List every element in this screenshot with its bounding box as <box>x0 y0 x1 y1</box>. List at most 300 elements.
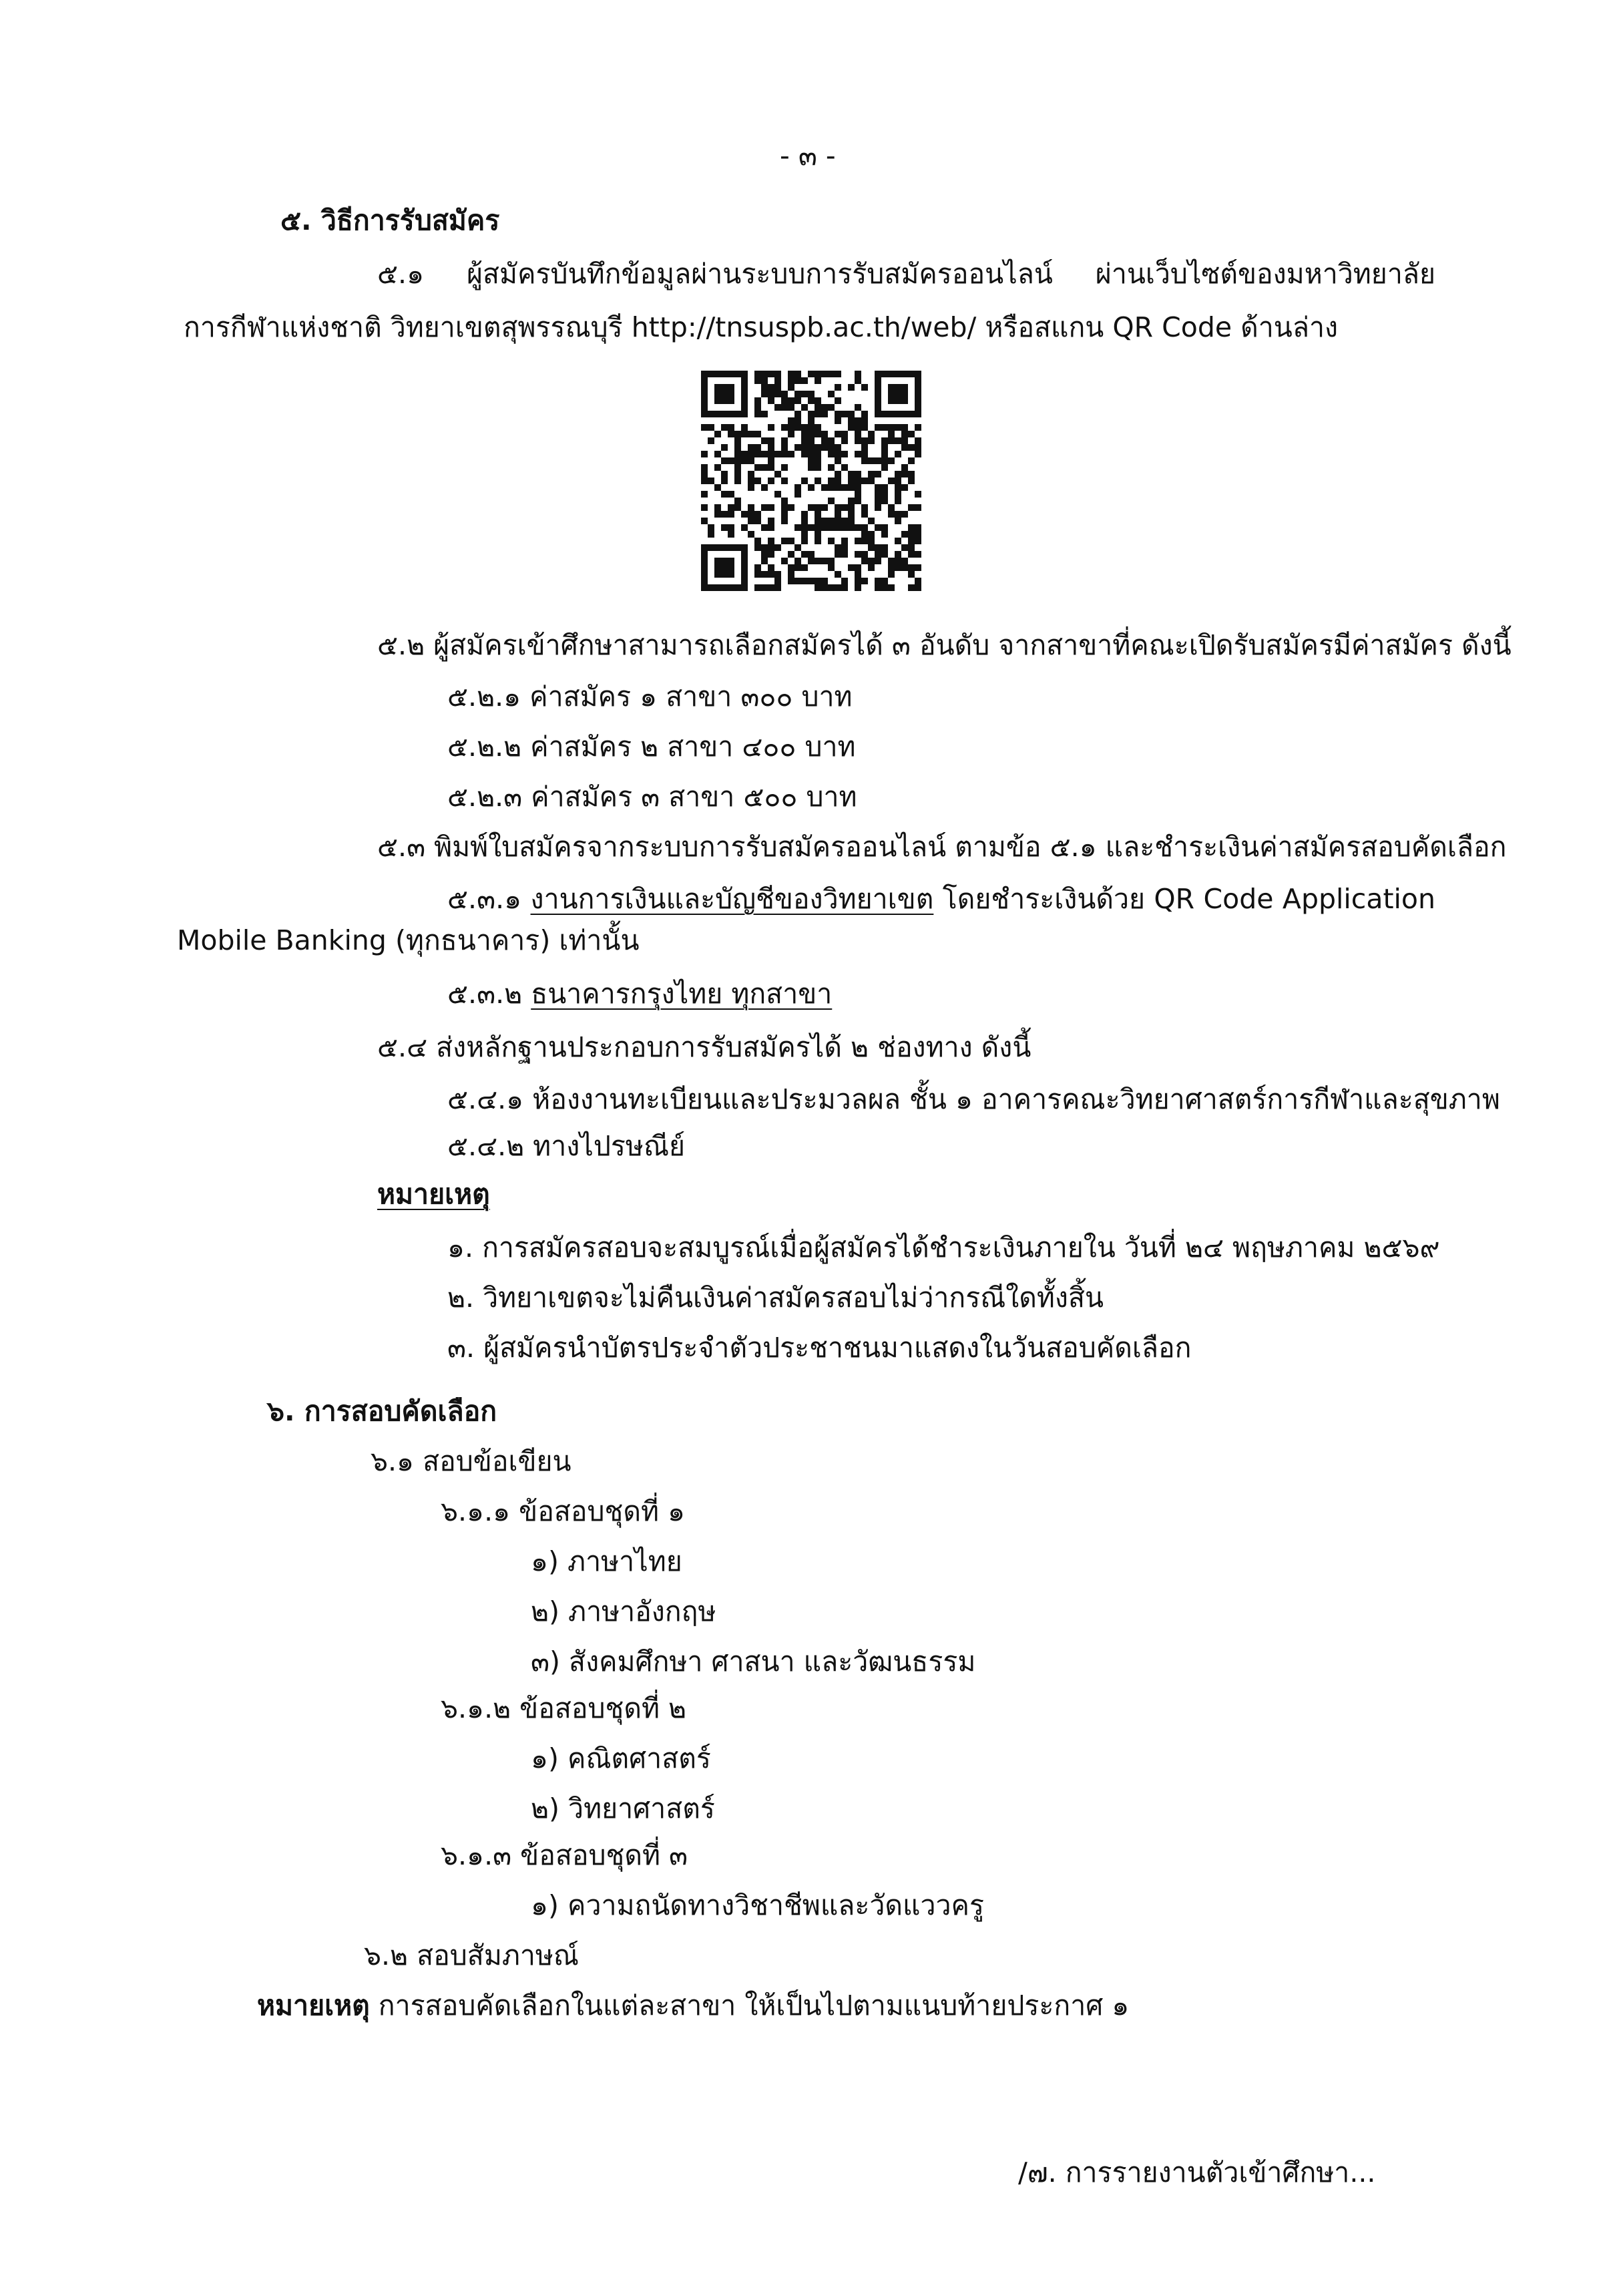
qr-module <box>881 424 888 431</box>
qr-module <box>788 578 794 584</box>
qr-module <box>741 384 748 391</box>
qr-module <box>768 424 774 431</box>
paragraph-5-2: ๕.๒ ผู้สมัครเข้าศึกษาสามารถเลือกสมัครได้ ๓ อันดับ จากสาขาที่คณะเปิดรับสมัครมีค่าสมัคร ดังนี้ <box>377 629 1512 661</box>
paragraph-6-1-3: ๖.๑.๓ ข้อสอบชุดที่ ๓ <box>441 1839 688 1871</box>
qr-module <box>768 371 774 377</box>
qr-module <box>781 404 788 411</box>
qr-module <box>768 477 774 484</box>
qr-module <box>915 504 921 511</box>
qr-module <box>855 551 861 558</box>
qr-module <box>881 457 888 464</box>
qr-module <box>721 477 728 484</box>
qr-payment-text: โดยชำระเงินด้วย QR Code Application <box>933 883 1435 915</box>
krungthai-bank-text: ธนาคารกรุงไทย ทุกสาขา <box>531 978 833 1010</box>
qr-module <box>714 384 721 391</box>
qr-module <box>714 558 721 564</box>
qr-module <box>754 404 761 411</box>
qr-module <box>714 411 721 417</box>
qr-module <box>848 518 855 524</box>
qr-module <box>881 491 888 498</box>
qr-module <box>754 464 761 471</box>
qr-module <box>915 424 921 431</box>
qr-module <box>721 558 728 564</box>
qr-module <box>821 371 828 377</box>
paragraph-5-4-2: ๕.๔.๒ ทางไปรษณีย์ <box>447 1130 686 1162</box>
qr-module <box>861 551 868 558</box>
qr-module <box>708 544 714 551</box>
qr-module <box>881 444 888 451</box>
qr-module <box>801 431 808 437</box>
qr-module <box>848 504 855 511</box>
qr-module <box>754 411 761 417</box>
qr-module <box>815 444 821 451</box>
paragraph-5-1-line-2: การกีฬาแห่งชาติ วิทยาเขตสุพรรณบุรี http://tnsuspb.ac.th/web/ หรือสแกน QR Code ด้านล่าง <box>184 311 1338 343</box>
paragraph-6-1: ๖.๑ สอบข้อเขียน <box>371 1445 571 1477</box>
qr-module <box>821 444 828 451</box>
qr-module <box>855 564 861 571</box>
qr-module <box>835 444 841 451</box>
qr-module <box>861 424 868 431</box>
qr-module <box>734 584 741 591</box>
qr-module <box>841 411 848 417</box>
qr-module <box>734 544 741 551</box>
qr-module <box>901 531 908 538</box>
qr-module <box>835 544 841 551</box>
qr-module <box>855 584 861 591</box>
qr-module <box>768 464 774 471</box>
qr-module <box>701 491 708 498</box>
qr-module <box>848 511 855 518</box>
qr-module <box>754 564 761 571</box>
qr-module <box>888 564 895 571</box>
qr-module <box>915 531 921 538</box>
qr-module <box>815 584 821 591</box>
qr-module <box>801 531 808 538</box>
qr-module <box>908 444 915 451</box>
qr-module <box>734 451 741 457</box>
qr-module <box>701 551 708 558</box>
qr-module <box>908 571 915 578</box>
qr-module <box>781 558 788 564</box>
paragraph-5-4: ๕.๔ ส่งหลักฐานประกอบการรับสมัครได้ ๒ ช่องทาง ดังนี้ <box>377 1031 1031 1063</box>
qr-module <box>841 584 848 591</box>
qr-module <box>855 451 861 457</box>
qr-module <box>794 491 801 498</box>
qr-module <box>861 451 868 457</box>
qr-module <box>895 471 901 477</box>
qr-module <box>761 411 768 417</box>
paragraph-5-3-1-number: ๕.๓.๑ <box>447 883 522 915</box>
qr-module <box>848 424 855 431</box>
qr-module <box>788 417 794 424</box>
qr-module <box>888 558 895 564</box>
qr-module <box>714 511 721 518</box>
qr-module <box>741 564 748 571</box>
qr-module <box>801 538 808 544</box>
qr-module <box>875 424 881 431</box>
qr-module <box>915 411 921 417</box>
qr-module <box>768 437 774 444</box>
qr-module <box>728 411 734 417</box>
qr-module <box>835 504 841 511</box>
qr-module <box>728 371 734 377</box>
qr-module <box>888 431 895 437</box>
qr-module <box>868 538 875 544</box>
qr-module <box>788 371 794 377</box>
qr-module <box>721 397 728 404</box>
qr-module <box>781 518 788 524</box>
qr-module <box>801 578 808 584</box>
qr-module <box>895 477 901 484</box>
paragraph-5-3-1-line-2: Mobile Banking (ทุกธนาคาร) เท่านั้น <box>177 924 640 956</box>
qr-module <box>848 564 855 571</box>
paragraph-5-1-line-1: ๕.๑ ผู้สมัครบันทึกข้อมูลผ่านระบบการรับสมัครออนไลน์ ผ่านเว็บไซต์ของมหาวิทยาลัย <box>377 258 1435 290</box>
qr-module <box>714 544 721 551</box>
qr-module <box>848 384 855 391</box>
qr-module <box>741 558 748 564</box>
qr-module <box>721 584 728 591</box>
qr-module <box>835 518 841 524</box>
qr-module <box>708 411 714 417</box>
qr-module <box>788 424 794 431</box>
qr-module <box>828 558 835 564</box>
qr-module <box>808 484 815 491</box>
qr-module <box>875 544 881 551</box>
qr-module <box>754 538 761 544</box>
section-6-note-text: การสอบคัดเลือกในแต่ละสาขา ให้เป็นไปตามแนบท้ายประกาศ ๑ <box>369 1989 1130 2022</box>
qr-module <box>801 524 808 531</box>
qr-module <box>881 498 888 504</box>
qr-module <box>881 531 888 538</box>
qr-module <box>895 371 901 377</box>
qr-module <box>875 524 881 531</box>
qr-module <box>828 524 835 531</box>
qr-module <box>881 551 888 558</box>
qr-module <box>728 524 734 531</box>
qr-module <box>781 451 788 457</box>
qr-module <box>754 584 761 591</box>
qr-module <box>861 477 868 484</box>
qr-module <box>835 484 841 491</box>
qr-module <box>734 477 741 484</box>
qr-module <box>875 504 881 511</box>
qr-module <box>701 471 708 477</box>
qr-module <box>734 498 741 504</box>
qr-module <box>908 371 915 377</box>
qr-module <box>861 457 868 464</box>
section-5-heading: ๕. วิธีการรับสมัคร <box>280 204 500 236</box>
qr-module <box>808 444 815 451</box>
qr-module <box>868 518 875 524</box>
qr-code-image[interactable] <box>701 371 921 591</box>
qr-module <box>728 584 734 591</box>
qr-module <box>774 471 781 477</box>
paragraph-6-1-1-item-2: ๒) ภาษาอังกฤษ <box>531 1595 716 1628</box>
qr-module <box>828 484 835 491</box>
qr-module <box>774 491 781 498</box>
qr-module <box>714 504 721 511</box>
qr-module <box>748 451 754 457</box>
qr-module <box>808 371 815 377</box>
qr-module <box>794 524 801 531</box>
qr-module <box>721 424 728 431</box>
paragraph-6-1-2: ๖.๑.๒ ข้อสอบชุดที่ ๒ <box>441 1692 687 1724</box>
qr-module <box>821 404 828 411</box>
qr-module <box>728 431 734 437</box>
qr-module <box>855 471 861 477</box>
qr-module <box>748 471 754 477</box>
qr-module <box>828 451 835 457</box>
qr-module <box>801 518 808 524</box>
qr-module <box>915 584 921 591</box>
qr-module <box>761 571 768 578</box>
qr-module <box>768 391 774 397</box>
qr-module <box>821 584 828 591</box>
qr-module <box>908 504 915 511</box>
qr-module <box>915 538 921 544</box>
qr-module <box>908 584 915 591</box>
qr-module <box>895 424 901 431</box>
qr-module <box>774 584 781 591</box>
qr-module <box>768 384 774 391</box>
qr-module <box>821 504 828 511</box>
qr-module <box>734 457 741 464</box>
qr-module <box>915 404 921 411</box>
qr-module <box>875 578 881 584</box>
qr-module <box>841 518 848 524</box>
qr-module <box>748 431 754 437</box>
qr-module <box>868 558 875 564</box>
qr-module <box>841 504 848 511</box>
qr-module <box>721 511 728 518</box>
qr-module <box>888 371 895 377</box>
qr-module <box>875 471 881 477</box>
qr-module <box>754 518 761 524</box>
qr-module <box>881 524 888 531</box>
qr-module <box>788 451 794 457</box>
qr-module <box>848 498 855 504</box>
qr-module <box>895 498 901 504</box>
qr-module <box>895 551 901 558</box>
qr-module <box>815 578 821 584</box>
qr-module <box>801 564 808 571</box>
qr-module <box>808 417 815 424</box>
qr-module <box>781 397 788 404</box>
qr-module <box>788 538 794 544</box>
qr-module <box>875 377 881 384</box>
qr-module <box>781 511 788 518</box>
qr-module <box>754 377 761 384</box>
qr-module <box>901 437 908 444</box>
qr-module <box>741 457 748 464</box>
qr-module <box>741 571 748 578</box>
qr-module <box>721 571 728 578</box>
qr-module <box>808 464 815 471</box>
qr-module <box>781 498 788 504</box>
qr-module <box>761 484 768 491</box>
qr-module <box>728 491 734 498</box>
qr-module <box>701 578 708 584</box>
qr-module <box>761 451 768 457</box>
qr-module <box>828 584 835 591</box>
qr-module <box>801 377 808 384</box>
qr-module <box>828 444 835 451</box>
qr-module <box>741 397 748 404</box>
qr-module <box>701 544 708 551</box>
qr-module <box>728 511 734 518</box>
qr-module <box>701 477 708 484</box>
qr-module <box>794 397 801 404</box>
qr-module <box>915 397 921 404</box>
qr-module <box>875 411 881 417</box>
qr-module <box>855 417 861 424</box>
qr-module <box>781 437 788 444</box>
qr-module <box>915 491 921 498</box>
qr-module <box>841 437 848 444</box>
qr-module <box>848 471 855 477</box>
qr-module <box>835 411 841 417</box>
qr-module <box>835 431 841 437</box>
qr-module <box>761 544 768 551</box>
qr-module <box>781 391 788 397</box>
paragraph-5-2-3: ๕.๒.๓ ค่าสมัคร ๓ สาขา ๕๐๐ บาท <box>447 781 857 813</box>
qr-module <box>788 571 794 578</box>
qr-module <box>728 424 734 431</box>
qr-module <box>794 424 801 431</box>
qr-module <box>841 538 848 544</box>
qr-module <box>875 558 881 564</box>
qr-module <box>888 584 895 591</box>
qr-module <box>748 477 754 484</box>
qr-module <box>815 511 821 518</box>
qr-module <box>841 464 848 471</box>
qr-module <box>915 391 921 397</box>
qr-module <box>815 431 821 437</box>
qr-module <box>901 544 908 551</box>
qr-module <box>774 571 781 578</box>
qr-module <box>754 477 761 484</box>
qr-module <box>861 558 868 564</box>
qr-module <box>801 551 808 558</box>
qr-module <box>881 437 888 444</box>
qr-module <box>808 437 815 444</box>
qr-module <box>888 477 895 484</box>
qr-module <box>774 371 781 377</box>
qr-module <box>855 571 861 578</box>
qr-module <box>915 551 921 558</box>
qr-module <box>815 464 821 471</box>
qr-module <box>708 424 714 431</box>
qr-module <box>768 451 774 457</box>
qr-module <box>908 431 915 437</box>
qr-module <box>821 437 828 444</box>
qr-module <box>768 397 774 404</box>
qr-module <box>855 498 861 504</box>
qr-module <box>881 578 888 584</box>
qr-module <box>734 464 741 471</box>
qr-module <box>895 451 901 457</box>
qr-module <box>721 457 728 464</box>
qr-module <box>741 524 748 531</box>
qr-module <box>701 571 708 578</box>
qr-module <box>855 377 861 384</box>
qr-module <box>794 558 801 564</box>
qr-module <box>835 471 841 477</box>
qr-module <box>721 471 728 477</box>
paragraph-5-3: ๕.๓ พิมพ์ใบสมัครจากระบบการรับสมัครออนไลน์ ตามข้อ ๕.๑ และชำระเงินค่าสมัครสอบคัดเลือก <box>377 831 1507 863</box>
qr-module <box>888 457 895 464</box>
qr-module <box>734 371 741 377</box>
section-6-heading: ๖. การสอบคัดเลือก <box>267 1395 497 1427</box>
paragraph-6-1-2-item-1: ๑) คณิตศาสตร์ <box>531 1742 711 1774</box>
qr-module <box>915 564 921 571</box>
qr-module <box>815 538 821 544</box>
qr-module <box>841 544 848 551</box>
qr-module <box>875 384 881 391</box>
qr-module <box>728 564 734 571</box>
qr-module <box>741 404 748 411</box>
qr-module <box>881 484 888 491</box>
qr-module <box>915 371 921 377</box>
qr-module <box>875 498 881 504</box>
qr-module <box>748 457 754 464</box>
qr-module <box>815 504 821 511</box>
paragraph-6-1-3-item-1: ๑) ความถนัดทางวิชาชีพและวัดแววครู <box>531 1889 984 1921</box>
section-5-note-heading: หมายเหตุ <box>377 1178 490 1210</box>
qr-module <box>761 551 768 558</box>
qr-module <box>781 477 788 484</box>
qr-module <box>835 417 841 424</box>
qr-module <box>708 477 714 484</box>
qr-module <box>815 558 821 564</box>
qr-module <box>875 457 881 464</box>
qr-module <box>701 564 708 571</box>
qr-module <box>835 371 841 377</box>
qr-module <box>748 518 754 524</box>
qr-module <box>754 571 761 578</box>
qr-module <box>754 397 761 404</box>
qr-module <box>868 564 875 571</box>
qr-module <box>875 397 881 404</box>
qr-module <box>848 417 855 424</box>
qr-module <box>835 451 841 457</box>
qr-module <box>754 544 761 551</box>
qr-module <box>728 384 734 391</box>
qr-module <box>868 457 875 464</box>
qr-module <box>848 524 855 531</box>
section-5-note-1: ๑. การสมัครสอบจะสมบูรณ์เมื่อผู้สมัครได้ชำระเงินภายใน วันที่ ๒๔ พฤษภาคม ๒๕๖๙ <box>447 1231 1440 1264</box>
qr-module <box>801 424 808 431</box>
qr-module <box>901 444 908 451</box>
qr-module <box>895 384 901 391</box>
qr-module <box>708 524 714 531</box>
qr-module <box>855 424 861 431</box>
qr-module <box>734 471 741 477</box>
qr-module <box>701 384 708 391</box>
qr-module <box>788 384 794 391</box>
qr-module <box>721 544 728 551</box>
qr-module <box>761 384 768 391</box>
qr-module <box>801 511 808 518</box>
qr-module <box>868 471 875 477</box>
qr-module <box>768 518 774 524</box>
qr-module <box>788 397 794 404</box>
qr-module <box>861 578 868 584</box>
qr-module <box>774 544 781 551</box>
qr-module <box>794 411 801 417</box>
qr-module <box>848 484 855 491</box>
qr-module <box>701 518 708 524</box>
